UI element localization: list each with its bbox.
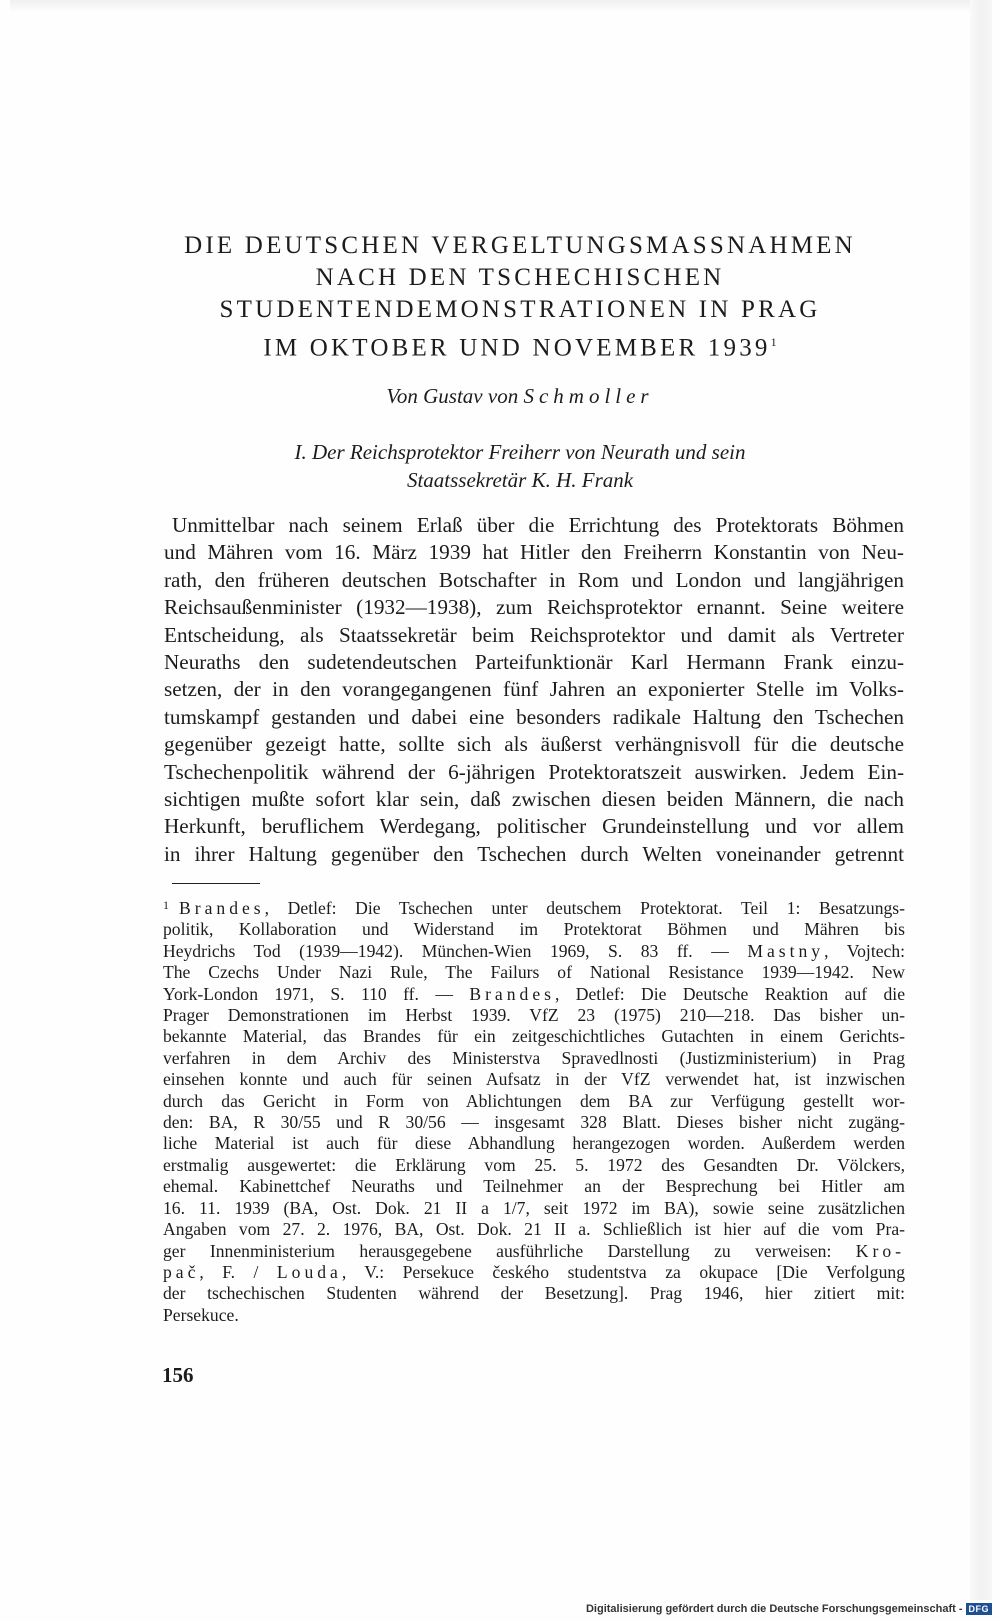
cited-author: pač	[163, 1261, 200, 1282]
footnote-text: Heydrichs Tod (1939—1942). München-Wien 1969, S. 83 ff. —	[163, 940, 748, 961]
footnote	[163, 895, 905, 1326]
footnote-line	[163, 1176, 905, 1197]
footnote-text: der tschechischen Studenten während der Besetzung]. Prag 1946, hier zitiert mit:	[163, 1283, 905, 1304]
footnote-text: erstmalig ausgewertet: die Erklärung vom 25. 5. 1972 des Gesandten Dr. Völckers,	[163, 1154, 905, 1175]
footnote-text: durch das Gericht in Form von Ablichtungen dem BA zur Verfügung gestellt wor-	[163, 1090, 905, 1111]
body-line: Herkunft, beruflichem Werdegang, politischer Grundeinstellung und vor allem	[164, 814, 904, 839]
footnote-text: 16. 11. 1939 (BA, Ost. Dok. 21 II a 1/7, seit 1972 im BA), sowie seine zusätzlichen	[163, 1197, 905, 1218]
footnote-line	[163, 1091, 905, 1112]
section-heading-line-1: I. Der Reichsprotektor Freiherr von Neurath und sein	[294, 440, 746, 464]
footnote-text: York-London 1971, S. 110 ff. —	[163, 983, 470, 1004]
footnote-line	[163, 1305, 905, 1326]
footnote-text: , Vojtech:	[824, 940, 906, 961]
dfg-logo: DFG	[966, 1603, 993, 1615]
digitization-credit	[586, 1603, 992, 1615]
footnote-line	[163, 1198, 905, 1219]
footnote-line	[163, 1069, 905, 1090]
body-line: Neuraths den sudetendeutschen Parteifunktionär Karl Hermann Frank einzu-	[164, 650, 904, 675]
footnote-line	[163, 984, 905, 1005]
footnote-line	[163, 941, 905, 962]
body-line: Entscheidung, als Staatssekretär beim Reichsprotektor und damit als Vertreter	[164, 622, 904, 647]
body-line: und Mähren vom 16. März 1939 hat Hitler den Freiherrn Konstantin von Neu-	[164, 540, 904, 565]
footnote-line	[163, 1005, 905, 1026]
footnote-text: ger Innenministerium herausgegebene ausführliche Darstellung zu verweisen:	[163, 1240, 856, 1261]
title-line-4-text: IM OKTOBER UND NOVEMBER 1939	[263, 334, 771, 362]
article-title	[150, 230, 890, 364]
footnote-line	[163, 1219, 905, 1240]
title-line-3: STUDENTENDEMONSTRATIONEN IN PRAG	[219, 296, 821, 323]
title-line-2: NACH DEN TSCHECHISCHEN	[315, 264, 725, 291]
section-heading-line-2: Staatssekretär K. H. Frank	[406, 468, 634, 492]
footnote-text: Angaben vom 27. 2. 1976, BA, Ost. Dok. 21 II a. Schließlich ist hier auf die vom Pra-	[163, 1219, 905, 1240]
footnote-text: einsehen konnte und auch für seinen Aufsatz in der VfZ verwendet hat, ist inzwischen	[163, 1069, 905, 1090]
body-line: Tschechenpolitik während der 6-jährigen Protektoratszeit auswirken. Jedem Ein-	[164, 759, 904, 784]
body-line: setzen, der in den vorangegangenen fünf Jahren an exponierter Stelle im Volks-	[164, 677, 904, 702]
section-heading	[150, 438, 890, 494]
footnote-text: , F. /	[199, 1261, 277, 1282]
footnote-line	[163, 1155, 905, 1176]
footnote-text: ehemal. Kabinettchef Neuraths und Teilnehmer an der Besprechung bei Hitler am	[163, 1176, 905, 1197]
footnote-line	[163, 962, 905, 983]
title-line-1: DIE DEUTSCHEN VERGELTUNGSMASSNAHMEN	[184, 232, 856, 259]
footnote-line	[163, 895, 905, 919]
body-line: Unmittelbar nach seinem Erlaß über die Errichtung des Protektorats Böhmen	[172, 513, 904, 537]
page-edge-right	[970, 0, 992, 1600]
cited-author: Kro-	[855, 1240, 905, 1261]
body-line: gegenüber gezeigt hatte, sollte sich als äußerst verhängnisvoll für die deutsche	[164, 732, 904, 757]
body-line: rath, den früheren deutschen Botschafter in Rom und London und langjährigen	[164, 567, 904, 592]
body-line: tumskampf gestanden und dabei eine besonders radikale Haltung den Tschechen	[164, 704, 904, 729]
footnote-line	[163, 1283, 905, 1304]
page-number: 156	[162, 1363, 194, 1387]
footnote-text: , Detlef: Die Tschechen unter deutschem Protektorat. Teil 1: Besatzungs-	[264, 898, 905, 918]
footnote-line	[163, 1133, 905, 1154]
footnote-line	[163, 1112, 905, 1133]
title-footnote-mark: 1	[770, 335, 777, 349]
footnote-mark: 1	[163, 898, 169, 912]
cited-author: Mastny	[747, 940, 825, 961]
footnote-text: The Czechs Under Nazi Rule, The Failurs of National Resistance 1939—1942. New	[163, 962, 905, 983]
author-line	[150, 384, 890, 409]
footnote-text: Prager Demonstrationen im Herbst 1939. VfZ 23 (1975) 210—218. Das bisher un-	[163, 1005, 905, 1026]
footnote-text: liche Material ist auch für diese Abhandlung herangezogen worden. Außerdem werden	[163, 1133, 905, 1154]
footnote-separator	[172, 883, 260, 884]
cited-author: Brandes	[469, 983, 555, 1004]
footnote-text: , V.: Persekuce českého studentstva za okupace [Die Verfolgung	[341, 1261, 905, 1282]
footnote-text: , Detlef: Die Deutsche Reaktion auf die	[554, 983, 906, 1004]
author-prefix: Von Gustav von	[386, 384, 519, 408]
body-line: in ihrer Haltung gegenüber den Tschechen durch Welten voneinander getrennt	[164, 841, 904, 866]
page-edge-top	[10, 0, 970, 12]
footer-credit-text: Digitalisierung gefördert durch die Deutsche Forschungsgemeinschaft -	[585, 1603, 963, 1615]
footnote-line	[163, 919, 905, 940]
footnote-line	[163, 1048, 905, 1069]
footnote-text: verfahren in dem Archiv des Ministerstva Spravedlnosti (Justizministerium) in Prag	[163, 1047, 905, 1068]
footnote-line	[163, 1026, 905, 1047]
footnote-line	[163, 1262, 905, 1283]
body-paragraph	[164, 512, 904, 868]
footnote-text: politik, Kollaboration und Widerstand im Protektorat Böhmen und Mähren bis	[163, 919, 905, 940]
footnote-text: Persekuce.	[163, 1304, 239, 1325]
title-line-4	[150, 326, 890, 364]
cited-author: Louda	[276, 1261, 342, 1282]
footnote-text: bekannte Material, das Brandes für ein zeitgeschichtliches Gutachten in einem Gerichts-	[163, 1026, 905, 1047]
footnote-line	[163, 1241, 905, 1262]
author-surname: Schmoller	[523, 384, 654, 408]
body-line: sichtigen mußte sofort klar sein, daß zwischen diesen beiden Männern, die nach	[164, 787, 904, 812]
footnote-text: den: BA, R 30/55 und R 30/56 — insgesamt 328 Blatt. Dieses bisher nicht zugäng-	[163, 1112, 905, 1133]
cited-author: Brandes	[179, 898, 265, 918]
body-line: Reichsaußenminister (1932—1938), zum Reichsprotektor ernannt. Seine weitere	[164, 595, 904, 620]
